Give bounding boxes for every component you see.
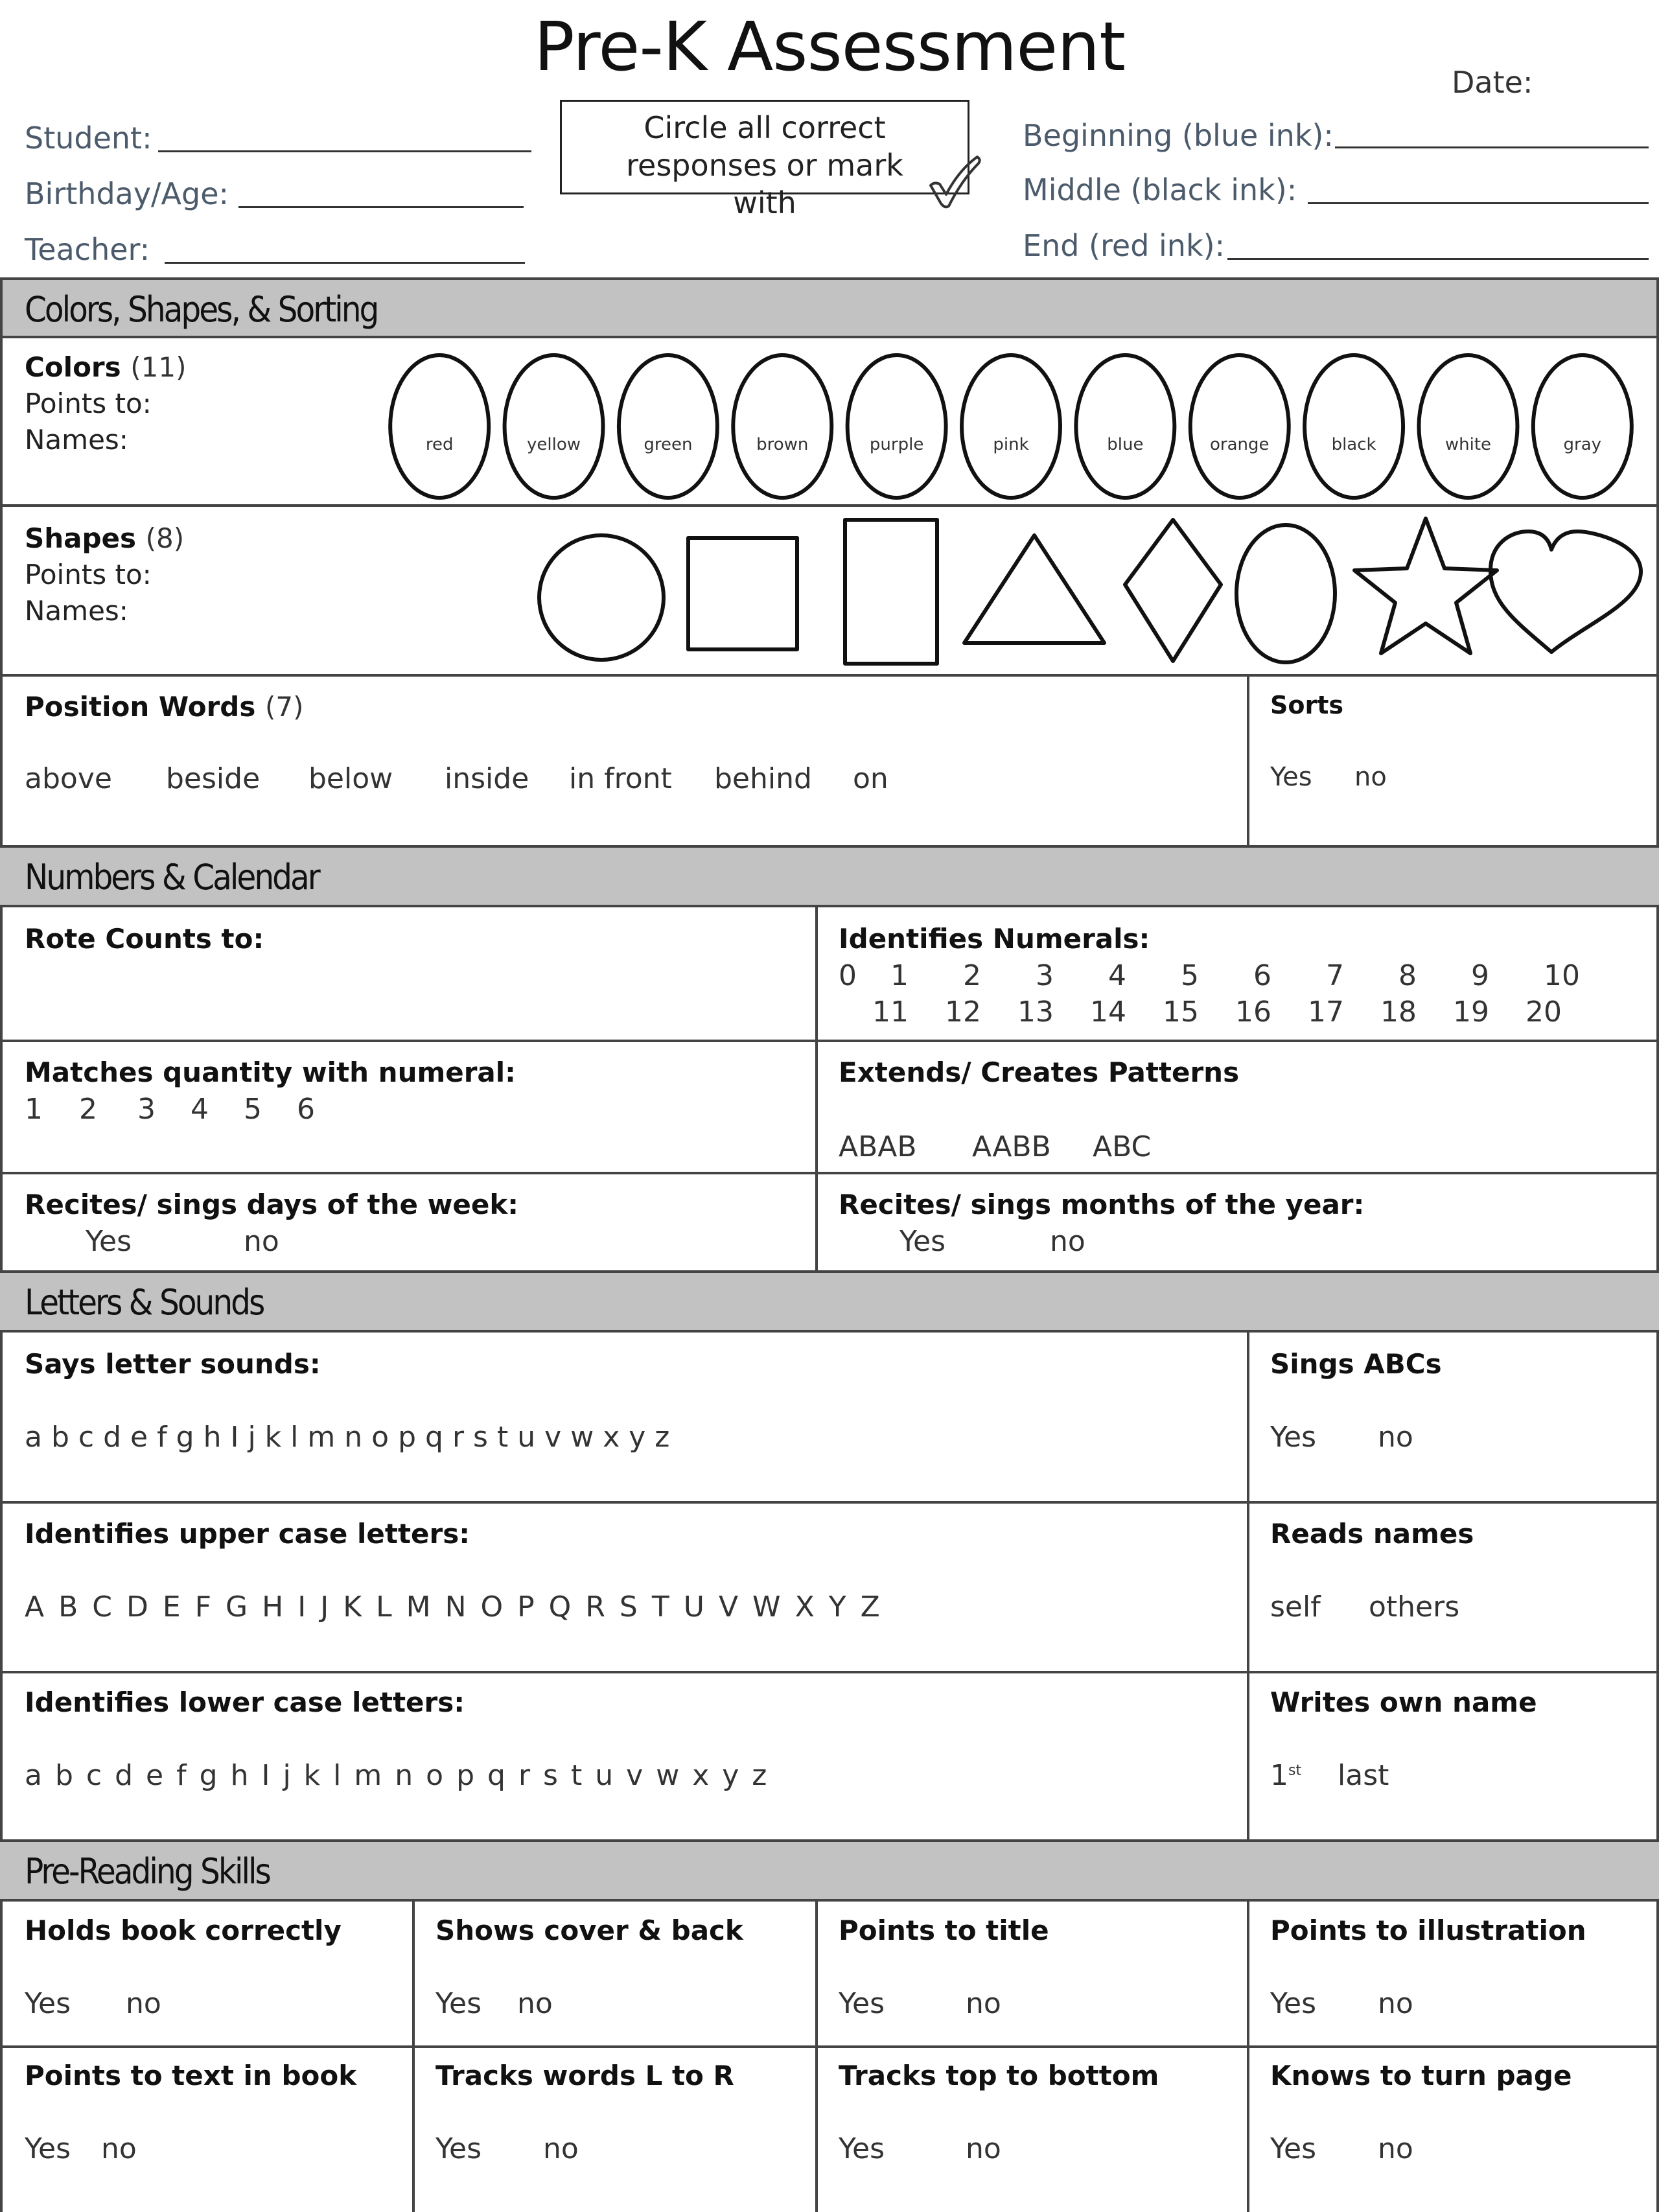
student-label: Student: bbox=[25, 121, 152, 156]
letter-option[interactable]: g bbox=[199, 1759, 218, 1792]
letter-option[interactable]: t bbox=[496, 1421, 509, 1454]
color-name: red bbox=[425, 435, 454, 454]
position-word[interactable]: above bbox=[25, 762, 112, 795]
letter-option[interactable]: m bbox=[354, 1759, 382, 1792]
letter-option[interactable]: h bbox=[203, 1421, 222, 1454]
letter-option[interactable]: b bbox=[54, 1759, 73, 1792]
pattern-option[interactable]: ABC bbox=[1093, 1130, 1152, 1163]
numeral[interactable]: 10 bbox=[1544, 959, 1580, 992]
letter-option[interactable]: z bbox=[752, 1759, 767, 1792]
letter-option[interactable]: c bbox=[86, 1759, 102, 1792]
matches-quantity-numbers bbox=[25, 1093, 328, 1126]
color-name: black bbox=[1331, 435, 1376, 454]
letter-option[interactable]: n bbox=[344, 1421, 363, 1454]
letter-option[interactable]: I bbox=[230, 1421, 239, 1454]
shapes-drawing bbox=[531, 512, 1646, 674]
letter-option[interactable]: d bbox=[115, 1759, 133, 1792]
upper-case-label: Identifies upper case letters: bbox=[25, 1518, 470, 1550]
letter-option[interactable]: a bbox=[25, 1759, 42, 1792]
days-of-week-label: Recites/ sings days of the week: bbox=[25, 1189, 519, 1220]
star-shape bbox=[1354, 518, 1497, 653]
letter-sounds-label: Says letter sounds: bbox=[25, 1348, 321, 1380]
color-oval[interactable] bbox=[1419, 355, 1517, 498]
letter-option[interactable]: r bbox=[518, 1759, 531, 1792]
letter-option[interactable]: G bbox=[226, 1590, 248, 1624]
numeral[interactable]: 11 bbox=[872, 995, 909, 1029]
prereading-yes[interactable]: Yes bbox=[1270, 1987, 1317, 2020]
numeral[interactable]: 5 bbox=[1181, 959, 1199, 992]
color-ovals bbox=[382, 350, 1640, 503]
numerals-row-2 bbox=[872, 995, 1598, 1029]
identifies-numerals-label: Identifies Numerals: bbox=[839, 923, 1150, 955]
letter-option[interactable]: o bbox=[371, 1421, 389, 1454]
section-header-letters: Letters & Sounds bbox=[0, 1270, 1659, 1333]
numeral[interactable]: 8 bbox=[1398, 959, 1417, 992]
numeral[interactable]: 3 bbox=[1036, 959, 1054, 992]
letter-option[interactable]: f bbox=[176, 1759, 187, 1792]
middle-field[interactable] bbox=[1308, 202, 1649, 204]
color-oval[interactable] bbox=[619, 355, 717, 498]
color-name: pink bbox=[993, 435, 1029, 454]
letter-option[interactable]: e bbox=[146, 1759, 164, 1792]
shapes-names-label: Names: bbox=[25, 595, 128, 627]
quantity-number[interactable]: 2 bbox=[79, 1093, 97, 1126]
letter-option[interactable]: R bbox=[585, 1590, 605, 1624]
teacher-field[interactable] bbox=[165, 262, 525, 264]
letter-option[interactable]: k bbox=[303, 1759, 321, 1792]
letter-option[interactable]: v bbox=[626, 1759, 644, 1792]
letter-option[interactable]: X bbox=[795, 1590, 815, 1624]
prereading-skill-label: Points to text in book bbox=[25, 2060, 357, 2091]
letter-option[interactable]: O bbox=[480, 1590, 504, 1624]
letter-option[interactable]: L bbox=[376, 1590, 392, 1624]
letter-option[interactable]: v bbox=[544, 1421, 562, 1454]
colors-label: Colors (11) bbox=[25, 351, 187, 383]
prereading-yes[interactable]: Yes bbox=[839, 2132, 885, 2165]
letter-option[interactable]: l bbox=[290, 1421, 299, 1454]
letter-option[interactable]: Y bbox=[828, 1590, 846, 1624]
letter-option[interactable]: I bbox=[261, 1759, 270, 1792]
writes-name-label: Writes own name bbox=[1270, 1686, 1537, 1718]
shapes-points-label: Points to: bbox=[25, 559, 152, 590]
color-oval[interactable] bbox=[848, 355, 946, 498]
section-header-numbers: Numbers & Calendar bbox=[0, 845, 1659, 907]
prereading-yes[interactable]: Yes bbox=[435, 2132, 482, 2165]
shapes-label: Shapes (8) bbox=[25, 522, 185, 554]
numeral[interactable]: 20 bbox=[1526, 995, 1562, 1029]
color-oval[interactable] bbox=[1076, 355, 1174, 498]
heart-shape bbox=[1491, 531, 1641, 652]
letter-option[interactable]: E bbox=[162, 1590, 181, 1624]
quantity-number[interactable]: 4 bbox=[191, 1093, 209, 1126]
letter-option[interactable]: n bbox=[395, 1759, 413, 1792]
rectangle-shape bbox=[845, 520, 937, 664]
prereading-no[interactable]: no bbox=[101, 2132, 137, 2165]
letter-option[interactable]: N bbox=[445, 1590, 467, 1624]
prereading-yes[interactable]: Yes bbox=[1270, 2132, 1317, 2165]
birthday-label: Birthday/Age: bbox=[25, 176, 229, 211]
numeral[interactable]: 18 bbox=[1380, 995, 1417, 1029]
pattern-option[interactable]: AABB bbox=[972, 1130, 1051, 1163]
quantity-number[interactable]: 5 bbox=[244, 1093, 262, 1126]
letter-option[interactable]: w bbox=[656, 1759, 680, 1792]
quantity-number[interactable]: 3 bbox=[137, 1093, 156, 1126]
letter-option[interactable]: V bbox=[718, 1590, 739, 1624]
prereading-skill-label: Knows to turn page bbox=[1270, 2060, 1572, 2091]
letter-option[interactable]: P bbox=[517, 1590, 535, 1624]
letter-option[interactable]: K bbox=[343, 1590, 362, 1624]
sings-abcs-yes[interactable]: Yes bbox=[1270, 1421, 1317, 1454]
reads-names-self[interactable]: self bbox=[1270, 1590, 1321, 1624]
letter-option[interactable]: Z bbox=[860, 1590, 880, 1624]
prereading-yes[interactable]: Yes bbox=[25, 1987, 71, 2020]
prereading-no[interactable]: no bbox=[543, 2132, 579, 2165]
position-word[interactable]: beside bbox=[166, 762, 261, 795]
letter-option[interactable]: I bbox=[297, 1590, 307, 1624]
days-yes[interactable]: Yes bbox=[86, 1225, 132, 1258]
position-word[interactable]: on bbox=[853, 762, 888, 795]
writes-name-first[interactable]: 1st bbox=[1270, 1759, 1302, 1792]
end-field[interactable] bbox=[1227, 258, 1649, 260]
letter-option[interactable]: w bbox=[570, 1421, 594, 1454]
color-oval[interactable] bbox=[733, 355, 831, 498]
prereading-yes[interactable]: Yes bbox=[839, 1987, 885, 2020]
numeral[interactable]: 6 bbox=[1253, 959, 1271, 992]
letter-option[interactable]: g bbox=[176, 1421, 194, 1454]
letter-option[interactable]: D bbox=[126, 1590, 148, 1624]
numeral[interactable]: 1 bbox=[890, 959, 909, 992]
prereading-no[interactable]: no bbox=[517, 1987, 553, 2020]
prereading-no[interactable]: no bbox=[966, 1987, 1001, 2020]
lower-case-row bbox=[25, 1759, 780, 1792]
letter-option[interactable]: z bbox=[655, 1421, 670, 1454]
letter-option[interactable]: r bbox=[452, 1421, 465, 1454]
numeral[interactable]: 15 bbox=[1163, 995, 1199, 1029]
position-word[interactable]: inside bbox=[445, 762, 529, 795]
prereading-no[interactable]: no bbox=[966, 2132, 1001, 2165]
letter-option[interactable]: x bbox=[603, 1421, 620, 1454]
sings-abcs-no[interactable]: no bbox=[1378, 1421, 1413, 1454]
sorts-yes[interactable]: Yes bbox=[1270, 762, 1312, 792]
letter-option[interactable]: q bbox=[487, 1759, 505, 1792]
letter-option[interactable]: o bbox=[426, 1759, 444, 1792]
letter-option[interactable]: C bbox=[92, 1590, 113, 1624]
student-field[interactable] bbox=[158, 150, 531, 152]
letter-option[interactable]: B bbox=[58, 1590, 78, 1624]
letter-option[interactable]: F bbox=[194, 1590, 212, 1624]
numeral[interactable]: 19 bbox=[1453, 995, 1489, 1029]
writes-name-last[interactable]: last bbox=[1338, 1759, 1389, 1792]
prereading-no[interactable]: no bbox=[126, 1987, 161, 2020]
prereading-skill-label: Tracks words L to R bbox=[435, 2060, 734, 2091]
color-name: yellow bbox=[527, 435, 581, 454]
letter-option[interactable]: l bbox=[333, 1759, 342, 1792]
position-word[interactable]: behind bbox=[714, 762, 812, 795]
color-name: orange bbox=[1209, 435, 1270, 454]
reads-names-others[interactable]: others bbox=[1369, 1590, 1460, 1624]
letter-option[interactable]: A bbox=[25, 1590, 45, 1624]
prereading-no[interactable]: no bbox=[1378, 1987, 1413, 2020]
months-no[interactable]: no bbox=[1050, 1225, 1085, 1258]
months-yes[interactable]: Yes bbox=[899, 1225, 946, 1258]
prereading-skill-label: Points to title bbox=[839, 1915, 1049, 1946]
prereading-yes[interactable]: Yes bbox=[25, 2132, 71, 2165]
color-name: gray bbox=[1563, 435, 1602, 454]
patterns-label: Extends/ Creates Patterns bbox=[839, 1056, 1240, 1088]
prereading-yes[interactable]: Yes bbox=[435, 1987, 482, 2020]
colors-names-label: Names: bbox=[25, 424, 128, 456]
letter-option[interactable]: S bbox=[619, 1590, 638, 1624]
rote-counts-label: Rote Counts to: bbox=[25, 923, 264, 955]
numeral[interactable]: 14 bbox=[1090, 995, 1126, 1029]
sorts-label: Sorts bbox=[1270, 691, 1343, 719]
page-title: Pre-K Assessment bbox=[534, 7, 1125, 86]
color-oval[interactable] bbox=[962, 355, 1060, 498]
letter-option[interactable]: M bbox=[406, 1590, 431, 1624]
circle-shape bbox=[539, 535, 664, 660]
reads-names-label: Reads names bbox=[1270, 1518, 1474, 1550]
letter-option[interactable]: f bbox=[157, 1421, 167, 1454]
oval-shape bbox=[1236, 525, 1335, 662]
lower-case-label: Identifies lower case letters: bbox=[25, 1686, 465, 1718]
letter-option[interactable]: T bbox=[651, 1590, 669, 1624]
letter-option[interactable]: d bbox=[103, 1421, 122, 1454]
letter-option[interactable]: h bbox=[230, 1759, 249, 1792]
beginning-field[interactable] bbox=[1335, 146, 1649, 148]
numeral[interactable]: 2 bbox=[963, 959, 981, 992]
color-name: brown bbox=[756, 435, 809, 454]
birthday-field[interactable] bbox=[238, 206, 524, 208]
prereading-skill-label: Points to illustration bbox=[1270, 1915, 1586, 1946]
prereading-skill-label: Holds book correctly bbox=[25, 1915, 342, 1946]
end-label: End (red ink): bbox=[1023, 228, 1225, 263]
beginning-label: Beginning (blue ink): bbox=[1023, 118, 1334, 153]
letter-option[interactable]: j bbox=[248, 1421, 256, 1454]
color-name: purple bbox=[869, 435, 924, 454]
letter-option[interactable]: y bbox=[722, 1759, 739, 1792]
color-oval[interactable] bbox=[1190, 355, 1289, 498]
numeral[interactable]: 16 bbox=[1235, 995, 1271, 1029]
letter-option[interactable]: p bbox=[398, 1421, 417, 1454]
color-oval[interactable] bbox=[1305, 355, 1403, 498]
letter-option[interactable]: y bbox=[629, 1421, 646, 1454]
position-word[interactable]: below bbox=[308, 762, 393, 795]
pattern-option[interactable]: ABAB bbox=[839, 1130, 917, 1163]
letter-sounds-row bbox=[25, 1421, 679, 1454]
letter-option[interactable]: s bbox=[543, 1759, 558, 1792]
color-name: blue bbox=[1107, 435, 1144, 454]
quantity-number[interactable]: 1 bbox=[25, 1093, 43, 1126]
teacher-label: Teacher: bbox=[25, 232, 150, 267]
letter-option[interactable]: W bbox=[752, 1590, 781, 1624]
section-header-prereading: Pre-Reading Skills bbox=[0, 1839, 1659, 1902]
numeral[interactable]: 0 bbox=[839, 959, 857, 992]
prereading-skill-label: Shows cover & back bbox=[435, 1915, 743, 1946]
letter-option[interactable]: a bbox=[25, 1421, 42, 1454]
triangle-shape bbox=[964, 535, 1104, 643]
numeral[interactable]: 7 bbox=[1326, 959, 1344, 992]
letter-option[interactable]: x bbox=[692, 1759, 710, 1792]
color-oval[interactable] bbox=[1533, 355, 1632, 498]
numeral[interactable]: 17 bbox=[1308, 995, 1344, 1029]
days-no[interactable]: no bbox=[244, 1225, 279, 1258]
letter-option[interactable]: s bbox=[473, 1421, 488, 1454]
letter-option[interactable]: e bbox=[130, 1421, 148, 1454]
upper-case-row bbox=[25, 1590, 894, 1624]
letter-option[interactable]: m bbox=[307, 1421, 336, 1454]
letter-option[interactable]: t bbox=[570, 1759, 583, 1792]
colors-points-label: Points to: bbox=[25, 388, 152, 419]
sorts-no[interactable]: no bbox=[1354, 762, 1387, 792]
months-label: Recites/ sings months of the year: bbox=[839, 1189, 1365, 1220]
letter-option[interactable]: H bbox=[262, 1590, 284, 1624]
letter-option[interactable]: u bbox=[517, 1421, 536, 1454]
letter-option[interactable]: k bbox=[264, 1421, 282, 1454]
letter-option[interactable]: J bbox=[320, 1590, 329, 1624]
position-word[interactable]: in front bbox=[569, 762, 672, 795]
checkmark-icon bbox=[925, 152, 984, 210]
date-label: Date: bbox=[1452, 65, 1533, 100]
numeral[interactable]: 9 bbox=[1471, 959, 1489, 992]
square-shape bbox=[688, 538, 797, 649]
position-words-label: Position Words (7) bbox=[25, 691, 304, 723]
letter-option[interactable]: Q bbox=[548, 1590, 572, 1624]
diamond-shape bbox=[1125, 520, 1221, 661]
color-name: white bbox=[1444, 435, 1492, 454]
numeral[interactable]: 4 bbox=[1108, 959, 1126, 992]
middle-label: Middle (black ink): bbox=[1023, 172, 1297, 207]
sings-abcs-label: Sings ABCs bbox=[1270, 1348, 1442, 1380]
color-oval[interactable] bbox=[390, 355, 489, 498]
numeral[interactable]: 12 bbox=[945, 995, 981, 1029]
numeral[interactable]: 13 bbox=[1017, 995, 1054, 1029]
letter-option[interactable]: u bbox=[595, 1759, 614, 1792]
section-header-colors-shapes: Colors, Shapes, & Sorting bbox=[0, 277, 1659, 338]
prereading-skill-label: Tracks top to bottom bbox=[839, 2060, 1159, 2091]
instruction-text: Circle all correct responses or mark with bbox=[626, 110, 903, 220]
color-name: green bbox=[644, 435, 693, 454]
numerals-row-1 bbox=[839, 959, 1616, 992]
color-oval[interactable] bbox=[505, 355, 603, 498]
matches-quantity-label: Matches quantity with numeral: bbox=[25, 1056, 516, 1088]
letter-option[interactable]: q bbox=[425, 1421, 443, 1454]
quantity-number[interactable]: 6 bbox=[297, 1093, 315, 1126]
letter-option[interactable]: j bbox=[283, 1759, 291, 1792]
prereading-no[interactable]: no bbox=[1378, 2132, 1413, 2165]
letter-option[interactable]: b bbox=[51, 1421, 69, 1454]
letter-option[interactable]: U bbox=[683, 1590, 704, 1624]
letter-option[interactable]: p bbox=[456, 1759, 475, 1792]
letter-option[interactable]: c bbox=[78, 1421, 95, 1454]
